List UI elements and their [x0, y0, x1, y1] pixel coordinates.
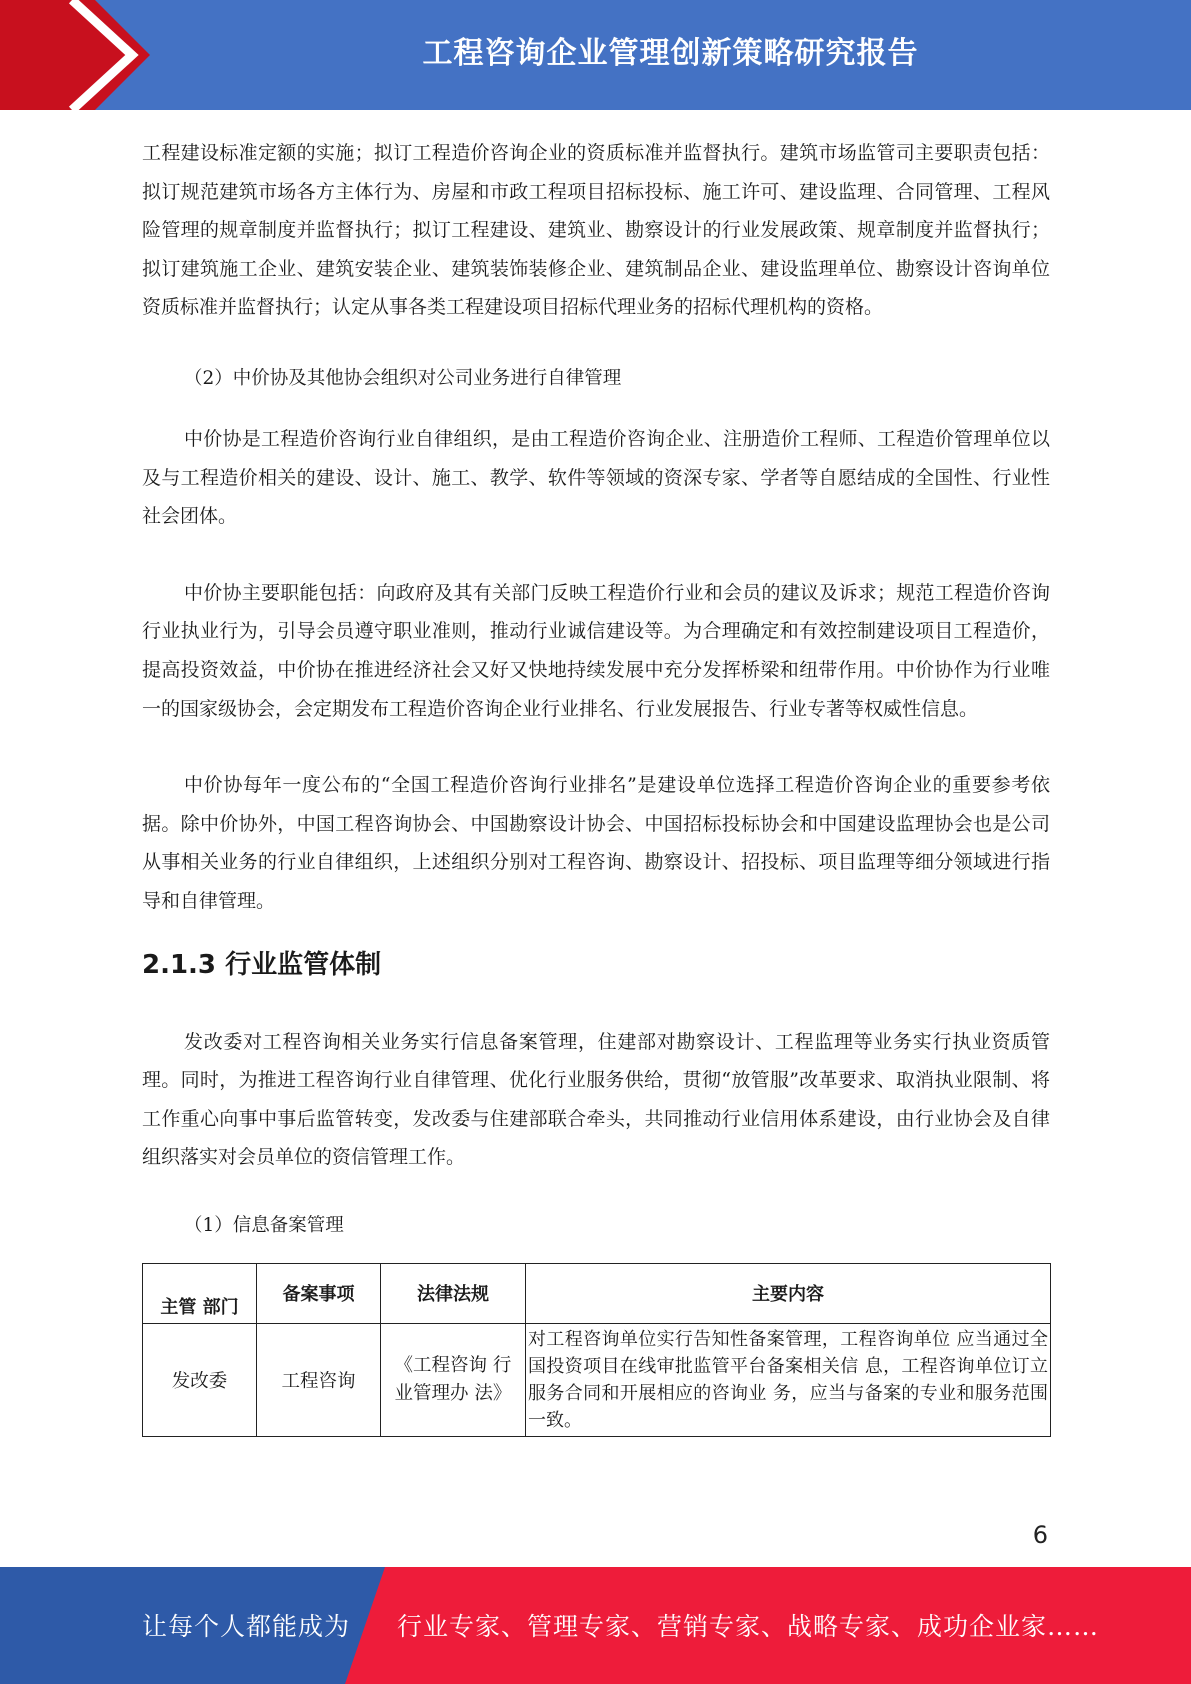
table-row [143, 1323, 1051, 1436]
report-title: 工程咨询企业管理创新策略研究报告 [422, 36, 919, 71]
header-arrow-graphic [0, 0, 170, 110]
table-cell-dept: 发改委 [143, 1323, 257, 1436]
table-header-cell: 主管 部门 [143, 1263, 257, 1323]
section-heading: 2.1.3 行业监管体制 [142, 949, 382, 980]
page-content [142, 134, 1050, 1437]
body-paragraph: 中价协每年一度公布的“全国工程造价咨询行业排名”是建设单位选择工程造价咨询企业的重要参考依据。除中价协外，中国工程咨询协会、中国勘察设计协会、中国招标投标协会和中国建设监理协会也是公司从事相关业务的行业自律组织，上述组织分别对工程咨询、勘察设计、招投标、项目监理等细分领域进行指导和自律管理。 [142, 774, 1050, 912]
footer-slogan-left: 让每个人都能成为 [142, 1612, 351, 1641]
subheading-filing-management: （1）信息备案管理 [184, 1214, 344, 1236]
table-header-cell: 法律法规 [381, 1263, 526, 1323]
body-paragraph: 中价协主要职能包括：向政府及其有关部门反映工程造价行业和会员的建议及诉求；规范工程造价咨询行业执业行为，引导会员遵守职业准则，推动行业诚信建设等。为合理确定和有效控制建设项目工程造价，提高投资效益，中价协在推进经济社会又好又快地持续发展中充分发挥桥梁和纽带作用。中价协作为行业唯一的国家级协会，会定期发布工程造价咨询企业行业排名、行业发展报告、行业专著等权威性信息。 [142, 581, 1050, 720]
footer-slogan-right: 行业专家、管理专家、营销专家、战略专家、成功企业家…… [397, 1612, 1100, 1641]
table-cell-law: 《工程咨询 行业管理办 法》 [381, 1323, 526, 1436]
body-paragraph: 发改委对工程咨询相关业务实行信息备案管理，住建部对勘察设计、工程监理等业务实行执业资质管理。同时，为推进工程咨询行业自律管理、优化行业服务供给，贯彻“放管服”改革要求、取消执业限制、将工作重心向事中事后监管转变，发改委与住建部联合牵头，共同推动行业信用体系建设，由行业协会及自律组织落实对会员单位的资信管理工作。 [142, 1030, 1050, 1169]
body-paragraph: 中价协是工程造价咨询行业自律组织，是由工程造价咨询企业、注册造价工程师、工程造价管理单位以及与工程造价相关的建设、设计、施工、教学、软件等领域的资深专家、学者等自愿结成的全国性、行业性社会团体。 [142, 428, 1050, 528]
page-footer [0, 1567, 1191, 1684]
filing-management-table [142, 1263, 1051, 1437]
table-header-cell: 备案事项 [257, 1263, 381, 1323]
table-cell-item: 工程咨询 [257, 1323, 381, 1436]
subheading-self-regulation: （2）中价协及其他协会组织对公司业务进行自律管理 [184, 368, 622, 389]
table-header-row [143, 1263, 1051, 1323]
page-number: 6 [1032, 1521, 1048, 1549]
table-header-cell: 主要内容 [526, 1263, 1051, 1323]
page-header [0, 0, 1191, 110]
body-paragraph: 工程建设标准定额的实施；拟订工程造价咨询企业的资质标准并监督执行。建筑市场监管司主要职责包括：拟订规范建筑市场各方主体行为、房屋和市政工程项目招标投标、施工许可、建设监理、合同管理、工程风险管理的规章制度并监督执行；拟订工程建设、建筑业、勘察设计的行业发展政策、规章制度并监督执行；拟订建筑施工企业、建筑安装企业、建筑装饰装修企业、建筑制品企业、建设监理单位、勘察设计咨询单位资质标准并监督执行；认定从事各类工程建设项目招标代理业务的招标代理机构的资格。 [142, 142, 1050, 319]
table-cell-content: 对工程咨询单位实行告知性备案管理，工程咨询单位 应当通过全国投资项目在线审批监管平台备案相关信 息，工程咨询单位订立服务合同和开展相应的咨询业 务，应当与备案的专业和服务范围一致。 [526, 1323, 1051, 1436]
